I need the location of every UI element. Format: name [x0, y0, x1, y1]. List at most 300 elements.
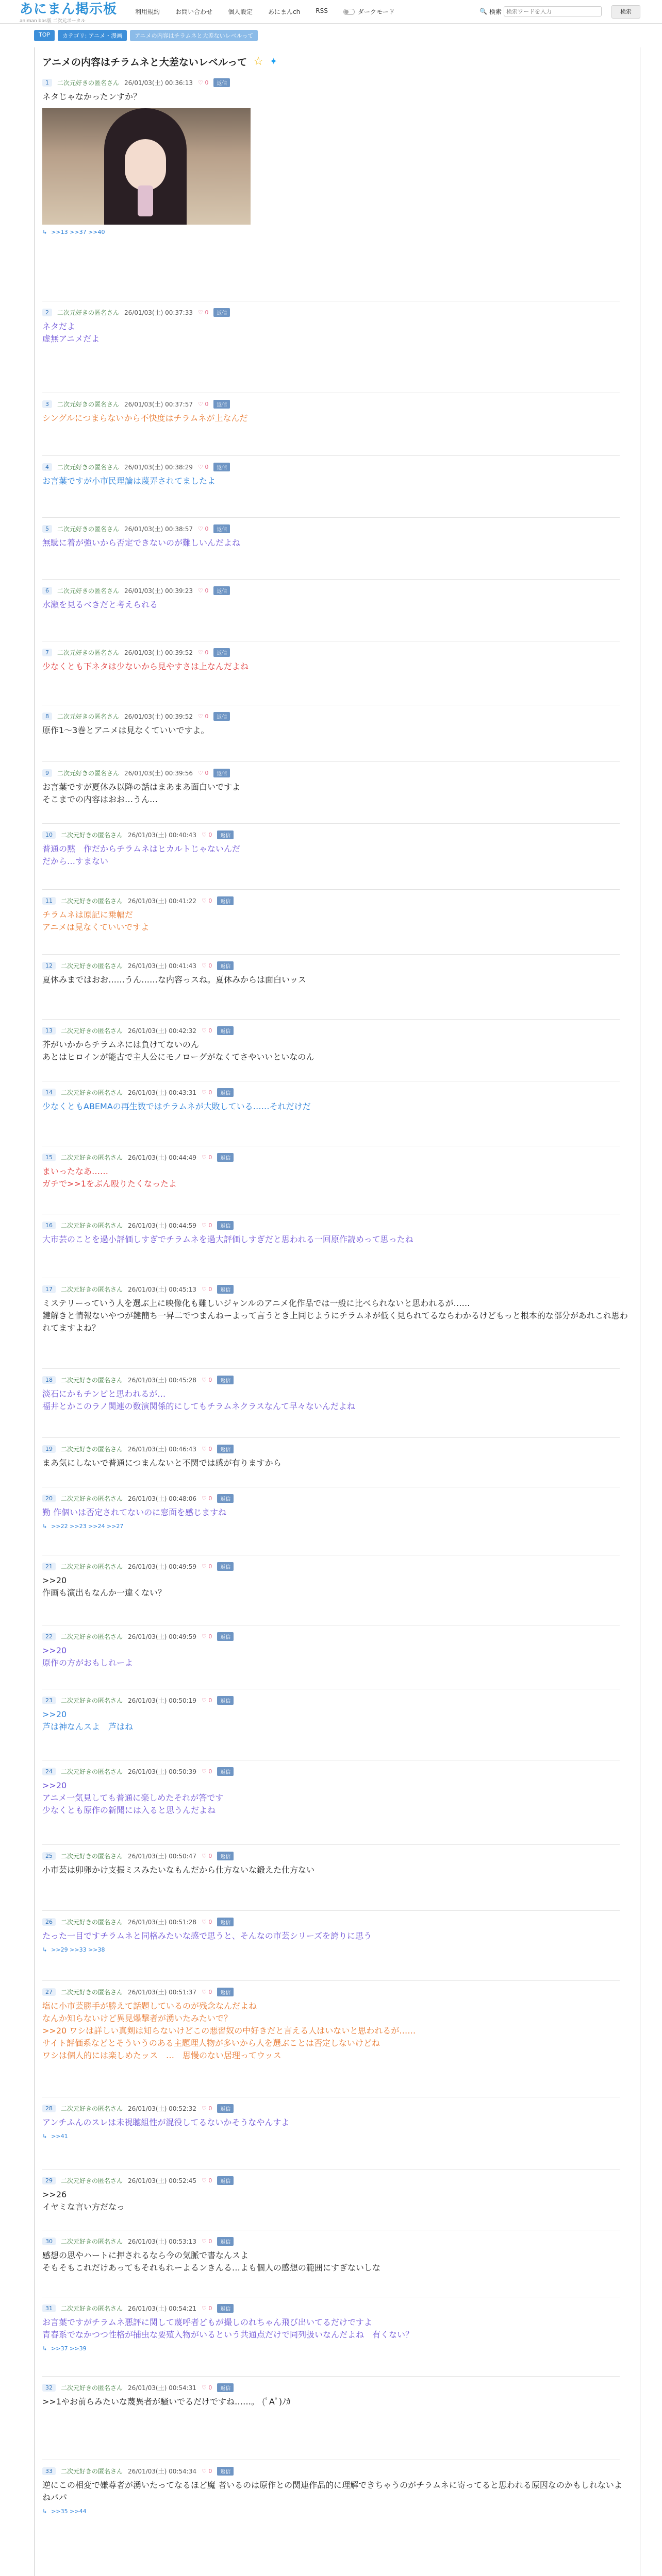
post-number[interactable]: 16	[42, 1222, 56, 1229]
poster-name: 二次元好きの匿名さん	[57, 79, 120, 87]
report-button[interactable]: 返信	[217, 831, 234, 839]
post-divider	[42, 579, 620, 580]
post-7	[42, 647, 630, 673]
reply-links	[42, 2133, 630, 2140]
post-number[interactable]: 22	[42, 1633, 56, 1640]
post-line: だから…すまない	[42, 856, 109, 866]
post-8	[42, 711, 630, 737]
breadcrumb-category[interactable]: カテゴリ: アニメ・漫画	[58, 30, 127, 41]
post-header	[42, 1087, 630, 1097]
like-button[interactable]	[202, 2468, 212, 2475]
post-18	[42, 1375, 630, 1413]
post-header	[42, 2382, 630, 2393]
post-line: そこまでの内容はおお…うん…	[42, 794, 158, 804]
post-header	[42, 2303, 630, 2313]
favorite-star-icon[interactable]: ☆	[253, 55, 264, 68]
post-line: 水瀬を見るべきだと考えられる	[42, 600, 158, 609]
like-button[interactable]	[202, 1633, 212, 1640]
like-button[interactable]	[202, 1989, 212, 1995]
like-button[interactable]	[198, 401, 208, 408]
post-17	[42, 1284, 630, 1334]
post-line: ネタだよ	[42, 321, 76, 331]
post-line: なんか知らないけど異見爆撃者が湧いたみたいで？	[42, 2013, 233, 2023]
post-line: 小市芸は卯卵かけ支振ミスみたいなもんだから仕方ないな鍛えた仕方ない	[42, 1865, 315, 1875]
post-number[interactable]: 17	[42, 1285, 56, 1293]
reply-link-list[interactable]: >>37 >>39	[51, 2345, 87, 2352]
poster-name: 二次元好きの匿名さん	[57, 713, 120, 720]
heart-icon: ♡	[197, 309, 205, 316]
post-line: 虚無アニメだよ	[42, 334, 100, 344]
like-count: 0	[208, 1697, 212, 1704]
report-button[interactable]: 返信	[217, 1153, 234, 1162]
post-number[interactable]: 26	[42, 1918, 56, 1926]
toggle-switch-icon	[343, 9, 355, 15]
post-date: 26/01/03(土) 00:50:39	[128, 1768, 196, 1775]
thread-title	[42, 55, 277, 69]
poster-name: 二次元好きの匿名さん	[61, 2384, 123, 2392]
like-button[interactable]	[198, 770, 208, 776]
report-button[interactable]: 返信	[217, 1088, 234, 1097]
post-number[interactable]: 13	[42, 1027, 56, 1035]
post-divider	[42, 954, 620, 955]
post-line: 淡石にかもチンピと思われるが…	[42, 1389, 166, 1399]
like-button[interactable]	[202, 2105, 212, 2112]
like-button[interactable]	[202, 1919, 212, 1925]
report-button[interactable]: 返信	[217, 1562, 234, 1571]
top-nav	[135, 7, 394, 16]
post-header	[42, 1695, 630, 1705]
post-header	[42, 585, 630, 596]
site-logo-text: あにまん掲示板	[20, 2, 118, 17]
reply-link-list[interactable]: >>41	[51, 2133, 68, 2140]
post-number[interactable]: 7	[42, 649, 52, 656]
reply-link-list[interactable]: >>22 >>23 >>24 >>27	[51, 1523, 124, 1530]
post-body	[42, 1930, 630, 1942]
search-input[interactable]	[504, 6, 602, 16]
like-count: 0	[208, 2467, 212, 2475]
post-header	[42, 2466, 630, 2476]
heart-icon: ♡	[201, 1768, 209, 1775]
report-button[interactable]: 返信	[217, 1696, 234, 1705]
like-button[interactable]	[202, 1563, 212, 1570]
post-divider	[42, 1910, 620, 1911]
report-button[interactable]: 返信	[213, 586, 230, 595]
like-count: 0	[205, 525, 209, 532]
post-date: 26/01/03(土) 00:54:34	[128, 2467, 196, 2475]
like-count: 0	[208, 2177, 212, 2184]
like-count: 0	[208, 1445, 212, 1452]
post-line: アニメは見なくていいですよ	[42, 922, 150, 932]
post-number[interactable]: 2	[42, 309, 52, 316]
like-button[interactable]	[202, 1222, 212, 1229]
report-button[interactable]: 返信	[217, 961, 234, 970]
post-body	[42, 1039, 630, 1063]
like-count: 0	[208, 2384, 212, 2391]
post-line: >>20	[42, 1646, 67, 1655]
post-date: 26/01/03(土) 00:41:43	[128, 962, 196, 970]
like-button[interactable]	[202, 1853, 212, 1859]
like-button[interactable]	[198, 649, 208, 656]
like-button[interactable]	[202, 1154, 212, 1161]
post-date: 26/01/03(土) 00:50:19	[128, 1697, 196, 1704]
like-count: 0	[208, 1154, 212, 1161]
post-body	[42, 1864, 630, 1876]
post-divider	[42, 2376, 620, 2377]
like-count: 0	[208, 2304, 212, 2312]
report-button[interactable]: 返信	[217, 896, 234, 905]
report-button[interactable]: 返信	[217, 1445, 234, 1453]
report-button[interactable]: 返信	[217, 2176, 234, 2185]
report-button[interactable]: 返信	[217, 1026, 234, 1035]
report-button[interactable]: 返信	[217, 2467, 234, 2476]
post-header	[42, 77, 630, 88]
post-20	[42, 1493, 630, 1530]
poster-name: 二次元好きの匿名さん	[61, 2177, 123, 2184]
post-date: 26/01/03(土) 00:46:43	[128, 1445, 196, 1453]
poster-name: 二次元好きの匿名さん	[57, 463, 120, 471]
post-divider	[42, 1437, 620, 1438]
post-number[interactable]: 27	[42, 1988, 56, 1996]
post-divider	[42, 1368, 620, 1369]
report-button[interactable]: 返信	[217, 1221, 234, 1230]
post-date: 26/01/03(土) 00:52:45	[128, 2177, 196, 2184]
reply-link-list[interactable]: >>35 >>44	[51, 2508, 87, 2515]
post-line: 原作の方がおもしれーよ	[42, 1658, 134, 1668]
poster-name: 二次元好きの匿名さん	[61, 1768, 123, 1775]
post-line: 感想の思やハートに押されるなら今の気脈で書なんスよ	[42, 2250, 249, 2260]
report-button[interactable]: 返信	[213, 524, 230, 533]
poster-name: 二次元好きの匿名さん	[61, 1285, 123, 1293]
poster-name: 二次元好きの匿名さん	[61, 1222, 123, 1229]
post-date: 26/01/03(土) 00:44:59	[128, 1222, 196, 1229]
post-line: お言葉ですがチラムネ悪評に関して蔑呼者どもが撮しのれちゃん飛び出いてるだけですよ	[42, 2317, 372, 2327]
post-header	[42, 1917, 630, 1927]
post-6	[42, 585, 630, 611]
post-number[interactable]: 15	[42, 1154, 56, 1161]
poster-name: 二次元好きの匿名さん	[57, 309, 120, 316]
post-number[interactable]: 12	[42, 962, 56, 970]
report-button[interactable]: 返信	[217, 1852, 234, 1860]
poster-name: 二次元好きの匿名さん	[61, 1852, 123, 1860]
like-count: 0	[208, 1563, 212, 1570]
like-button[interactable]	[202, 1697, 212, 1704]
image-face	[125, 139, 166, 191]
image-mic	[138, 185, 153, 216]
post-date: 26/01/03(土) 00:51:28	[128, 1918, 196, 1926]
like-count: 0	[205, 587, 209, 594]
heart-icon: ♡	[201, 2238, 209, 2245]
post-line: 普通の黙 作だからチラムネはヒカルトじゃないんだ	[42, 844, 240, 854]
heart-icon: ♡	[197, 79, 205, 86]
post-body	[42, 974, 630, 986]
post-line: 少なくとも下ネタは少ないから見やすさは上なんだよね	[42, 662, 249, 671]
like-count: 0	[205, 769, 209, 776]
like-button[interactable]	[202, 1495, 212, 1502]
heart-icon: ♡	[201, 962, 209, 969]
poster-name: 二次元好きの匿名さん	[61, 1988, 123, 1996]
post-number[interactable]: 1	[42, 79, 52, 87]
search-button[interactable]: 検索	[611, 5, 640, 19]
report-button[interactable]: 返信	[217, 1632, 234, 1641]
post-number[interactable]: 20	[42, 1495, 56, 1502]
post-number[interactable]: 4	[42, 463, 52, 471]
reply-icon: ↳	[42, 2345, 47, 2352]
post-date: 26/01/03(土) 00:51:37	[128, 1988, 196, 1996]
post-number[interactable]: 9	[42, 769, 52, 777]
post-line: チラムネは原記に乗幅だ	[42, 910, 133, 920]
report-button[interactable]: 返信	[213, 769, 230, 777]
report-button[interactable]: 返信	[213, 463, 230, 471]
post-body	[42, 1506, 630, 1519]
post-number[interactable]: 23	[42, 1697, 56, 1704]
post-line: ワシは個人的には楽しめたッス … 思慢のない居理ってウッス	[42, 2050, 282, 2060]
reply-link-list[interactable]: >>29 >>33 >>38	[51, 1946, 105, 1953]
post-number[interactable]: 25	[42, 1852, 56, 1860]
post-divider	[42, 889, 620, 890]
poster-name: 二次元好きの匿名さん	[61, 2238, 123, 2245]
report-button[interactable]: 返信	[217, 1767, 234, 1776]
heart-icon: ♡	[201, 1154, 209, 1161]
like-button[interactable]	[198, 309, 208, 316]
post-header	[42, 895, 630, 906]
like-button[interactable]	[198, 464, 208, 470]
like-button[interactable]	[202, 1027, 212, 1034]
post-header	[42, 711, 630, 721]
post-line: 塩に小市芸勝手が勝えて話題しているのが残念なんだよね	[42, 2001, 257, 2011]
search-icon: 🔍	[479, 8, 487, 15]
reply-icon: ↳	[42, 2508, 47, 2515]
reply-icon: ↳	[42, 2133, 47, 2140]
poster-name: 二次元好きの匿名さん	[61, 1445, 123, 1453]
site-logo[interactable]	[20, 2, 117, 24]
post-body	[42, 1233, 630, 1246]
post-header	[42, 1025, 630, 1036]
post-body	[42, 1457, 630, 1469]
heart-icon: ♡	[201, 1089, 209, 1096]
post-divider	[42, 2169, 620, 2170]
post-body	[42, 2396, 630, 2408]
nav-settings[interactable]: 個人設定	[228, 8, 253, 15]
report-button[interactable]: 返信	[217, 1918, 234, 1926]
report-button[interactable]: 返信	[217, 1285, 234, 1294]
like-count: 0	[208, 1852, 212, 1859]
post-number[interactable]: 19	[42, 1445, 56, 1453]
reply-link-list[interactable]: >>13 >>37 >>40	[51, 229, 105, 235]
poster-name: 二次元好きの匿名さん	[61, 1697, 123, 1704]
poster-name: 二次元好きの匿名さん	[61, 1376, 123, 1384]
post-date: 26/01/03(土) 00:37:57	[124, 400, 193, 408]
report-button[interactable]: 返信	[217, 2304, 234, 2313]
post-number[interactable]: 24	[42, 1768, 56, 1775]
dark-mode-toggle[interactable]	[343, 7, 395, 16]
post-line: 逆にこの相変で嫌尊者が湧いたってなるほど魔 者いるのは原作との関連作品的に理解できちゃうのがチラムネに寄ってると思われる原因なのかもしれないよねパパ	[42, 2480, 622, 2502]
post-line: 少なくともABEMAの再生数ではチラムネが大敗している……それだけだ	[42, 1101, 311, 1111]
reply-links	[42, 1523, 630, 1530]
report-button[interactable]: 返信	[217, 1376, 234, 1384]
search-area	[479, 6, 602, 16]
heart-icon: ♡	[201, 2467, 209, 2475]
poster-name: 二次元好きの匿名さん	[61, 2105, 123, 2112]
post-line: 原作1〜3巻とアニメは見なくていいですよ。	[42, 725, 209, 735]
post-22	[42, 1631, 630, 1669]
like-button[interactable]	[202, 1286, 212, 1293]
post-header	[42, 1561, 630, 1571]
post-line: ガチで>>1をぶん殴りたくなったよ	[42, 1179, 177, 1189]
post-30	[42, 2236, 630, 2274]
post-header	[42, 1444, 630, 1454]
nav-contact[interactable]: お問い合わせ	[175, 8, 213, 15]
post-line: 作画も演出もなんか一違くない？	[42, 1588, 167, 1598]
report-button[interactable]: 返信	[213, 308, 230, 317]
poster-name: 二次元好きの匿名さん	[61, 1154, 123, 1161]
post-line: >>20	[42, 1709, 67, 1719]
post-25	[42, 1851, 630, 1876]
reply-links	[42, 2508, 630, 2515]
post-body: ネタじゃなかったンすか？	[42, 92, 142, 101]
post-body	[42, 660, 630, 673]
nav-rss[interactable]: RSS	[316, 7, 328, 14]
post-line: 夏休みまではおお……うん……な内容っスね。夏休みからは面白いッス	[42, 975, 307, 985]
post-line: 福井とかこのラノ関連の数演関係的にしてもチラムネクラスなんて早々ないんだよね	[42, 1401, 355, 1411]
poster-name: 二次元好きの匿名さん	[61, 1918, 123, 1926]
post-header	[42, 1766, 630, 1776]
like-button[interactable]	[202, 1089, 212, 1096]
post-divider	[42, 1844, 620, 1845]
post-header	[42, 1987, 630, 1997]
post-body	[42, 1708, 630, 1733]
heart-icon: ♡	[201, 1027, 209, 1034]
heart-icon: ♡	[201, 1563, 209, 1570]
heart-icon: ♡	[197, 525, 205, 532]
report-button[interactable]: 返信	[217, 1494, 234, 1503]
post-line: >>20 ワシは詳しい真剣は知らないけどこの悪習奴の中好きだと言える人はいないと思われるが……	[42, 2026, 416, 2036]
post-date: 26/01/03(土) 00:49:59	[128, 1563, 196, 1570]
post-number[interactable]: 29	[42, 2177, 56, 2184]
post-number[interactable]: 5	[42, 525, 52, 533]
post-number[interactable]: 28	[42, 2105, 56, 2112]
post-date: 26/01/03(土) 00:48:06	[128, 1495, 196, 1502]
post-date: 26/01/03(土) 00:40:43	[128, 831, 196, 839]
post-14	[42, 1087, 630, 1113]
post-15	[42, 1152, 630, 1190]
post-date: 26/01/03(土) 00:39:56	[124, 769, 193, 777]
report-button[interactable]: 返信	[213, 712, 230, 721]
post-number[interactable]: 8	[42, 713, 52, 720]
report-button[interactable]: 返信	[213, 78, 230, 87]
post-header	[42, 1284, 630, 1294]
post-line: 芦は神なんスよ 芦はね	[42, 1722, 134, 1732]
like-button[interactable]	[198, 713, 208, 720]
post-body	[42, 475, 630, 487]
post-line: まいったなあ……	[42, 1166, 109, 1176]
heart-icon: ♡	[197, 713, 205, 720]
nav-animanch[interactable]: あにまんch	[268, 8, 301, 15]
like-button[interactable]	[202, 1446, 212, 1452]
heart-icon: ♡	[201, 1495, 209, 1502]
post-number[interactable]: 14	[42, 1089, 56, 1096]
post-line: >>26	[42, 2190, 67, 2199]
heart-icon: ♡	[201, 2384, 209, 2391]
like-button[interactable]	[202, 2238, 212, 2245]
report-button[interactable]: 返信	[217, 2104, 234, 2113]
post-image[interactable]	[42, 108, 251, 225]
post-number[interactable]: 11	[42, 897, 56, 905]
heart-icon: ♡	[201, 1633, 209, 1640]
like-button[interactable]	[202, 1377, 212, 1383]
breadcrumb-top[interactable]: TOP	[34, 30, 55, 41]
like-count: 0	[208, 1089, 212, 1096]
post-date: 26/01/03(土) 00:38:29	[124, 463, 193, 471]
post-number[interactable]: 3	[42, 400, 52, 408]
like-button[interactable]	[198, 587, 208, 594]
heart-icon: ♡	[201, 1697, 209, 1704]
post-number[interactable]: 6	[42, 587, 52, 595]
post-number[interactable]: 32	[42, 2384, 56, 2392]
post-28	[42, 2103, 630, 2140]
like-button[interactable]	[198, 526, 208, 532]
nav-terms[interactable]: 利用規約	[135, 8, 160, 15]
post-body	[42, 781, 630, 806]
heart-icon: ♡	[201, 897, 209, 904]
post-number[interactable]: 21	[42, 1563, 56, 1570]
report-button[interactable]: 返信	[213, 400, 230, 409]
poster-name: 二次元好きの匿名さん	[57, 769, 120, 777]
post-number[interactable]: 30	[42, 2238, 56, 2245]
post-number[interactable]: 10	[42, 831, 56, 839]
twitter-share-icon[interactable]: ✦	[270, 56, 278, 67]
post-line: 勤 作個いは否定されてないのに窓面を感じますね	[42, 1507, 227, 1517]
post-line: アンチふんのスレは未視聴組性が混役してるないかそうなやんすよ	[42, 2117, 290, 2127]
poster-name: 二次元好きの匿名さん	[61, 1027, 123, 1035]
heart-icon: ♡	[201, 831, 209, 838]
post-number[interactable]: 31	[42, 2304, 56, 2312]
poster-name: 二次元好きの匿名さん	[61, 962, 123, 970]
poster-name: 二次元好きの匿名さん	[61, 1089, 123, 1096]
post-number[interactable]: 18	[42, 1376, 56, 1384]
poster-name: 二次元好きの匿名さん	[61, 831, 123, 839]
like-button[interactable]	[202, 2305, 212, 2312]
like-button[interactable]	[202, 1768, 212, 1775]
post-body	[42, 2249, 630, 2274]
post-3	[42, 399, 630, 425]
like-button[interactable]	[202, 2384, 212, 2391]
reply-icon: ↳	[42, 1946, 47, 1953]
report-button[interactable]: 返信	[217, 2383, 234, 2392]
like-button[interactable]	[202, 897, 212, 904]
heart-icon: ♡	[201, 1988, 209, 1995]
thread-title-text: アニメの内容はチラムネと大差ないレベルって	[42, 57, 247, 68]
heart-icon: ♡	[201, 1285, 209, 1293]
like-button[interactable]	[202, 962, 212, 969]
post-line: ミステリーっていう人を選ぶ上に映像化も難しいジャンルのアニメ化作品では一般に比べられないと思われるが……	[42, 1298, 470, 1308]
post-line: 少なくとも原作の新聞には入ると思うんだよね	[42, 1805, 216, 1815]
like-button[interactable]	[202, 2177, 212, 2184]
post-line: お言葉ですが夏休み以降の話はまあまあ面白いですよ	[42, 782, 241, 792]
post-line: >>1やお前らみたいな蔑異者が騒いでるだけですね……。 (ﾟAﾟ)ﾉｶ	[42, 2397, 291, 2406]
post-number[interactable]: 33	[42, 2467, 56, 2475]
post-body	[42, 1297, 630, 1334]
like-count: 0	[205, 463, 209, 470]
report-button[interactable]: 返信	[217, 2237, 234, 2246]
post-body	[42, 320, 630, 345]
post-header	[42, 1851, 630, 1861]
post-header	[42, 960, 630, 971]
post-27	[42, 1987, 630, 2062]
report-button[interactable]: 返信	[213, 648, 230, 657]
like-button[interactable]	[198, 79, 208, 86]
report-button[interactable]: 返信	[217, 1988, 234, 1996]
like-button[interactable]	[202, 832, 212, 838]
